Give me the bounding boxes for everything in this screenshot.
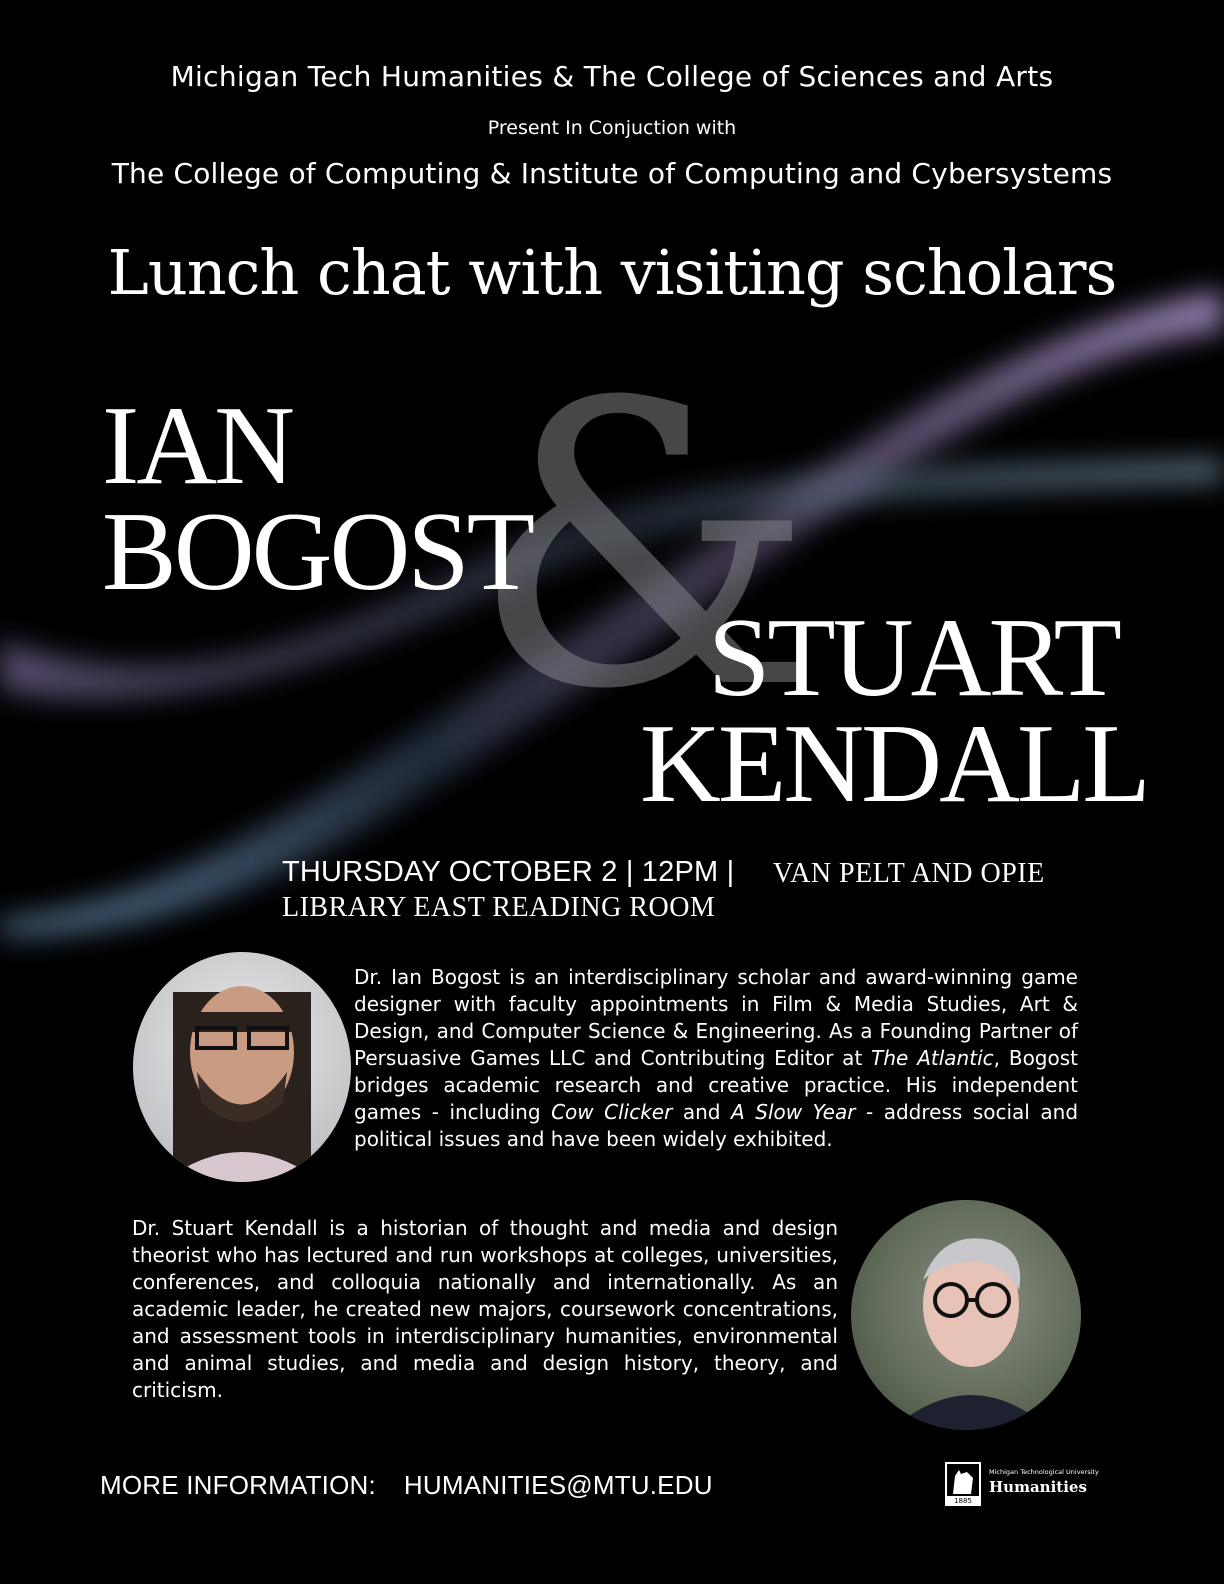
ian-bogost-bio	[354, 964, 1078, 1153]
more-information-label: MORE INFORMATION:	[100, 1470, 376, 1500]
event-when: THURSDAY OCTOBER 2 | 12PM |	[282, 856, 735, 888]
bio1-italic-cow-clicker: Cow Clicker	[551, 1100, 673, 1124]
bio1-part2: , Bogost bridges academic research and creative practice. His independent games - including	[354, 1046, 1078, 1124]
stuart-kendall-photo	[851, 1200, 1081, 1430]
speaker-1-first: IAN	[102, 384, 293, 508]
bio1-part1: Dr. Ian Bogost is an interdisciplinary scholar and award-winning game designer with faculty appointments in Film & Media Studies, Art & Design, and Computer Science & Engineering. As a Founding Partner of Persuasive Games LLC and Contributing Editor at	[354, 965, 1078, 1070]
more-information	[100, 1470, 741, 1501]
event-where-line-1: VAN PELT AND OPIE	[773, 858, 1045, 889]
header-line-3: The College of Computing & Institute of Computing and Cybersystems	[111, 157, 1113, 190]
header-line-2: Present In Conjuction with	[487, 117, 737, 139]
stuart-kendall-bio: Dr. Stuart Kendall is a historian of thought and media and design theorist who has lectured and run workshops at colleges, universities, conferences, and colloquia nationally and internationally. As an academic leader, he created new majors, coursework concentrations, and assessment tools in interdisciplinary humanities, environmental and animal studies, and media and design history, theory, and criticism.	[132, 1216, 838, 1402]
event-title: Lunch chat with visiting scholars	[107, 236, 1117, 309]
bio1-part3: and	[672, 1100, 732, 1124]
husky-logo-icon	[945, 1462, 981, 1506]
speaker-2-first: STUART	[708, 596, 1119, 720]
speaker-1-last: BOGOST	[102, 490, 533, 614]
contact-email[interactable]: HUMANITIES@MTU.EDU	[403, 1470, 713, 1500]
bio1-part4: - address social and political issues and have been widely exhibited.	[354, 1100, 1079, 1151]
ampersand: &	[470, 320, 818, 774]
speaker-2-last: KENDALL	[640, 702, 1148, 826]
logo-department-name: Humanities	[989, 1478, 1087, 1496]
event-where-line-2: LIBRARY EAST READING ROOM	[282, 892, 716, 923]
logo-university-name: Michigan Technological University	[989, 1468, 1099, 1476]
humanities-logo	[945, 1462, 1115, 1508]
logo-year: 1885	[954, 1497, 972, 1504]
bio1-italic-atlantic: The Atlantic	[871, 1046, 994, 1070]
bio1-italic-slow-year: A Slow Year	[731, 1100, 856, 1124]
header-line-1: Michigan Tech Humanities & The College of Sciences and Arts	[170, 60, 1054, 93]
ian-bogost-photo	[133, 952, 351, 1182]
